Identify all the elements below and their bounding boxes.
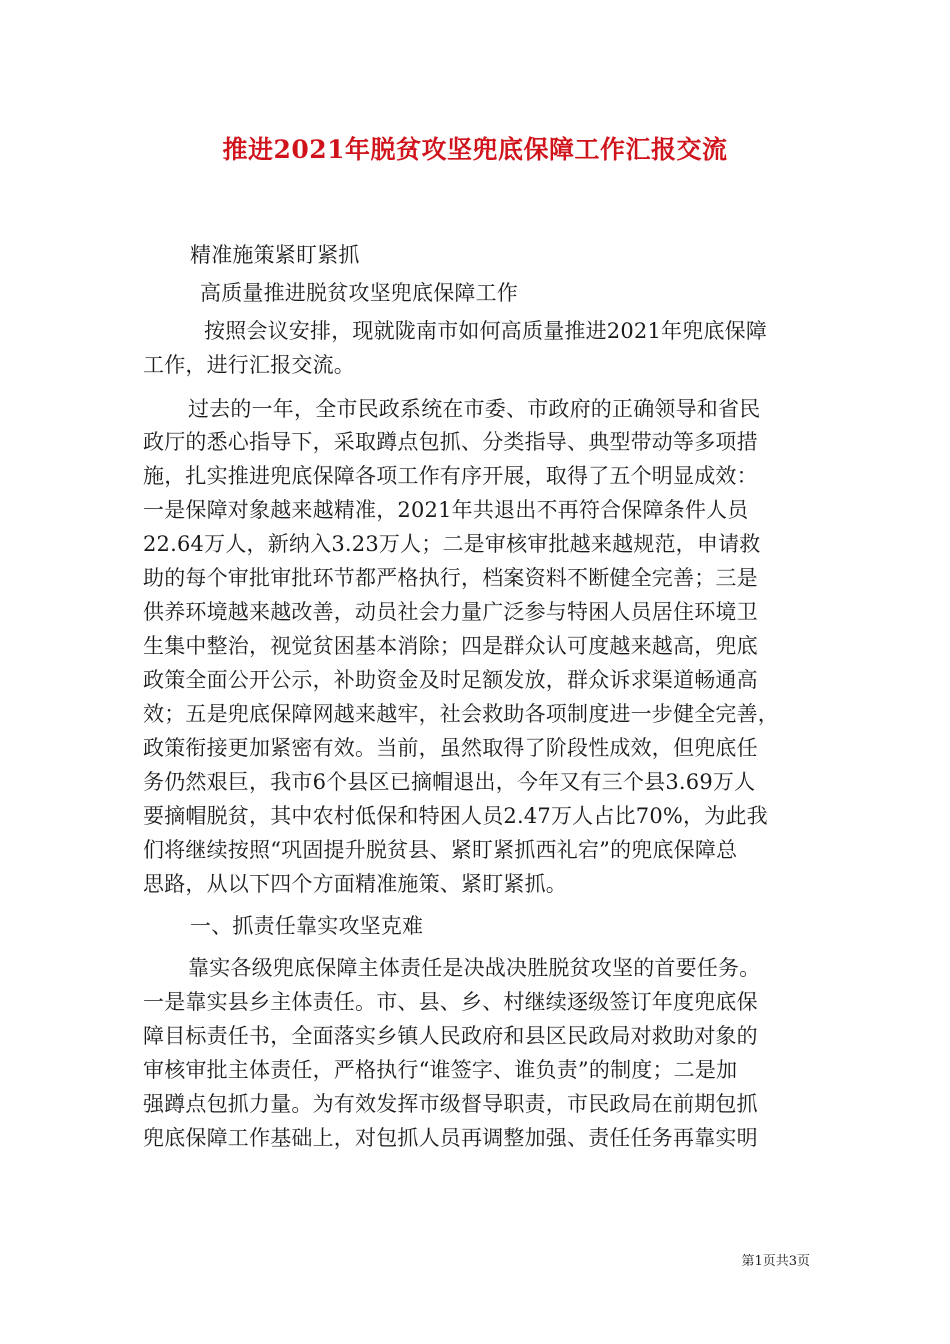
body-line: 靠实各级兜底保障主体责任是决战决胜脱贫攻坚的首要任务。: [188, 956, 761, 980]
body-line: 强蹲点包抓力量。为有效发挥市级督导职责，市民政局在前期包抓: [143, 1092, 758, 1116]
body-line: 审核审批主体责任，严格执行“谁签字、谁负责”的制度；二是加: [143, 1058, 738, 1082]
body-line: 高质量推进脱贫攻坚兜底保障工作: [200, 281, 518, 305]
body-line: 施，扎实推进兜底保障各项工作有序开展，取得了五个明显成效：: [143, 464, 758, 488]
page-number: 第1页共3页: [741, 1254, 810, 1269]
body-line: 要摘帽脱贫，其中农村低保和特困人员2.47万人占比70%，为此我: [143, 804, 768, 828]
body-line: 政厅的悉心指导下，采取蹲点包抓、分类指导、典型带动等多项措: [143, 430, 758, 454]
body-line: 一是靠实县乡主体责任。市、县、乡、村继续逐级签订年度兜底保: [143, 990, 758, 1014]
body-line: 供养环境越来越改善，动员社会力量广泛参与特困人员居住环境卫: [143, 600, 758, 624]
body-line: 障目标责任书，全面落实乡镇人民政府和县区民政局对救助对象的: [143, 1024, 758, 1048]
body-line: 精准施策紧盯紧抓: [190, 243, 360, 267]
body-line: 一是保障对象越来越精准，2021年共退出不再符合保障条件人员: [143, 498, 749, 522]
body-line: 22.64万人，新纳入3.23万人；二是审核审批越来越规范，申请救: [143, 532, 761, 556]
body-line: 政策全面公开公示，补助资金及时足额发放，群众诉求渠道畅通高: [143, 668, 758, 692]
body-line: 思路，从以下四个方面精准施策、紧盯紧抓。: [143, 872, 567, 896]
body-line: 按照会议安排，现就陇南市如何高质量推进2021年兜底保障: [204, 319, 768, 343]
body-line: 过去的一年，全市民政系统在市委、市政府的正确领导和省民: [188, 397, 761, 421]
body-line: 效；五是兜底保障网越来越牢，社会救助各项制度进一步健全完善，: [143, 702, 779, 726]
body-line: 政策衔接更加紧密有效。当前，虽然取得了阶段性成效，但兜底任: [143, 736, 758, 760]
document-title: 推进2021年脱贫攻坚兜底保障工作汇报交流: [222, 135, 728, 164]
body-line: 务仍然艰巨，我市6个县区已摘帽退出，今年又有三个县3.69万人: [143, 770, 756, 794]
body-line: 助的每个审批审批环节都严格执行，档案资料不断健全完善；三是: [143, 566, 758, 590]
body-line: 生集中整治，视觉贫困基本消除；四是群众认可度越来越高，兜底: [143, 634, 758, 658]
section-heading: 一、抓责任靠实攻坚克难: [190, 914, 424, 938]
body-line: 兜底保障工作基础上，对包抓人员再调整加强、责任任务再靠实明: [143, 1126, 758, 1150]
body-line: 工作，进行汇报交流。: [143, 353, 355, 377]
body-line: 们将继续按照“巩固提升脱贫县、紧盯紧抓西礼宕”的兜底保障总: [143, 838, 738, 862]
